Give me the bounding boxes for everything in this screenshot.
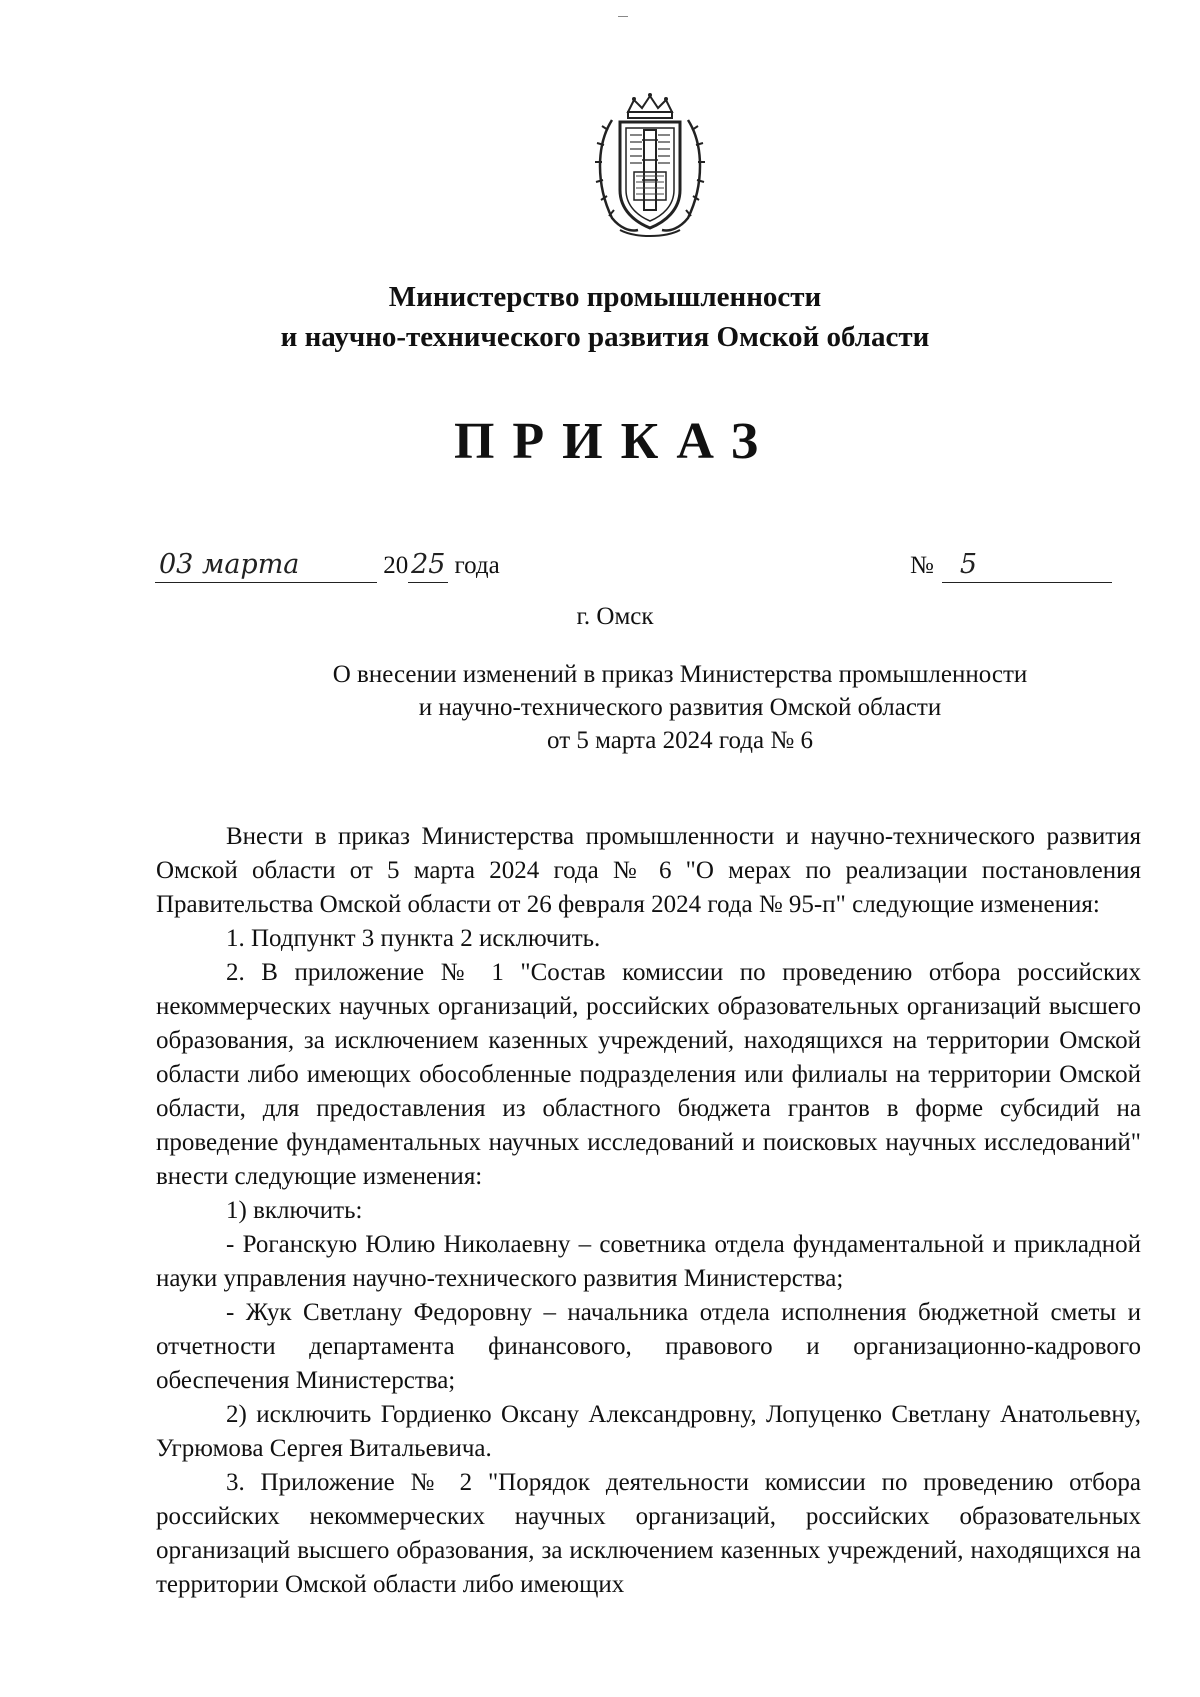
year-prefix: 20 — [383, 552, 409, 579]
document-number — [910, 548, 1112, 583]
number-label: № — [910, 552, 934, 579]
subject-line-2: и научно-технического развития Омской области — [418, 694, 942, 721]
subject-line-1: О внесении изменений в приказ Министерства промышленности — [332, 661, 1028, 688]
date-day-handwritten: 03 марта — [155, 548, 377, 583]
subject-line-3: от 5 марта 2024 года № 6 — [547, 727, 813, 754]
document-type-title: ПРИКАЗ — [453, 413, 777, 470]
city: г. Омск — [576, 603, 654, 630]
ministry-name — [0, 277, 1200, 357]
coat-of-arms-icon — [590, 90, 710, 240]
body-paragraph-6: - Жук Светлану Федоровну – начальника отдела исполнения бюджетной сметы и отчетности департамента финансового, правового и организационно-кадрового обеспечения Министерства; — [156, 1299, 1141, 1394]
number-handwritten: 5 — [942, 548, 1112, 583]
body-paragraph-3: 2. В приложение № 1 "Состав комиссии по проведению отбора российских некоммерческих научных организаций, российских образовательных организаций высшего образования, за исключением казенных учреждений, находящихся на территории Омской области либо имеющих обособленные подразделения или филиалы на территории Омской области, для предоставления из областного бюджета грантов в форме субсидий на проведение фундаментальных научных исследований и поисковых научных исследований" внести следующие изменения: — [156, 959, 1141, 1190]
year-word: года — [454, 552, 500, 579]
body-paragraph-7: 2) исключить Гордиенко Оксану Александровну, Лопуценко Светлану Анатольевну, Угрюмова Сергея Витальевича. — [156, 1401, 1141, 1462]
ministry-line-1: Министерство промышленности — [388, 281, 822, 313]
ministry-line-2: и научно-технического развития Омской области — [280, 321, 930, 353]
document-subject — [260, 658, 1100, 757]
body-paragraph-8: 3. Приложение № 2 "Порядок деятельности комиссии по проведению отбора российских некоммерческих научных организаций, российских образовательных организаций высшего образования, за исключением казенных учреждений, находящихся на территории Омской области либо имеющих — [156, 1469, 1141, 1598]
body-paragraph-5: - Роганскую Юлию Николаевну – советника отдела фундаментальной и прикладной науки управления научно-технического развития Министерства; — [156, 1231, 1141, 1292]
year-suffix-handwritten: 25 — [408, 548, 448, 583]
document-date — [155, 548, 500, 583]
scan-mark — [618, 16, 628, 17]
body-paragraph-1: Внести в приказ Министерства промышленности и научно-технического развития Омской области от 5 марта 2024 года № 6 "О мерах по реализации постановления Правительства Омской области от 26 февраля 2024 года № 95-п" следующие изменения: — [156, 823, 1141, 918]
document-body — [156, 820, 1141, 1602]
body-paragraph-4: 1) включить: — [226, 1197, 363, 1224]
body-paragraph-2: 1. Подпункт 3 пункта 2 исключить. — [226, 925, 601, 952]
